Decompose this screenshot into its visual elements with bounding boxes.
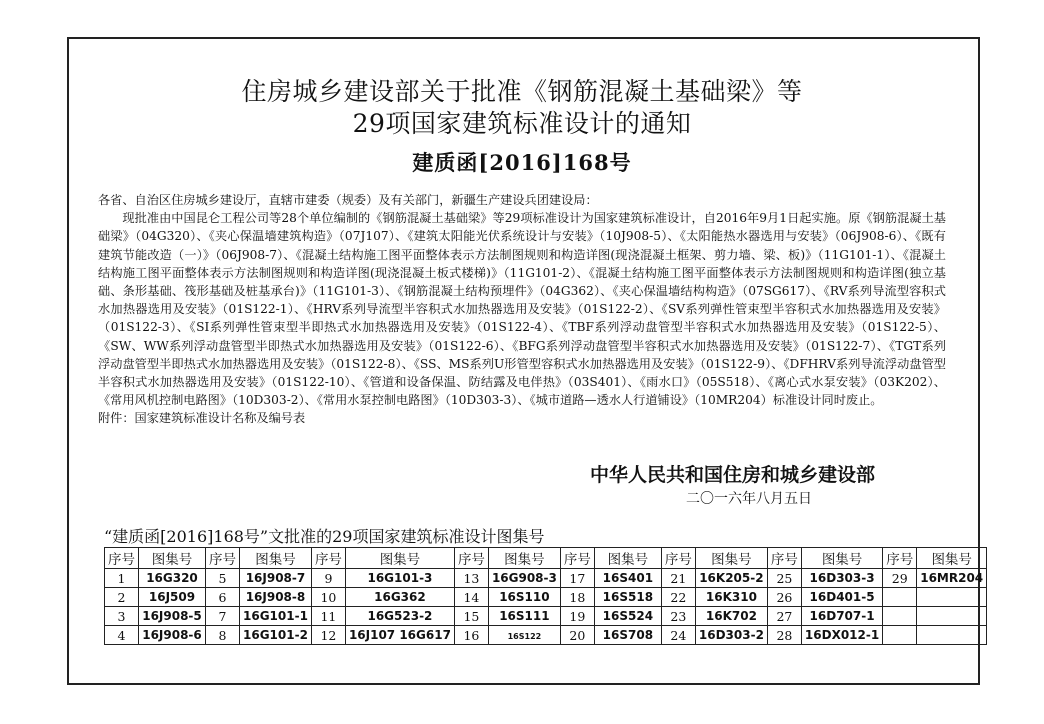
notice-paragraph: 现批准由中国昆仑工程公司等28个单位编制的《钢筋混凝土基础梁》等29项标准设计为国家建筑标准设计，自2016年9月1日起实施。原《钢筋混凝土基础梁》（04G320）、《夹心保温墙建筑构造》（07J107）、《建筑太阳能光伏系统设计与安装》（10J908-5）、《太阳能热水器选用与安装》（06J908-6）、《既有建筑节能改造（一）》（06J908-7）、《混凝土结构施工图平面整体表示方法制图规则和构造详图(现浇混凝土框架、剪力墙、梁、板)》（11G101-1）、《混凝土结构施工图平面整体表示方法制图规则和构造详图(现浇混凝土板式楼梯)》（11G101-2）、《混凝土结构施工图平面整体表示方法制图规则和构造详图(独立基础、条形基础、筏形基础及桩基承台)》（11G101-3）、《钢筋混凝土结构预埋件》（04G362）、《夹心保温墙结构构造》（07SG617）、《RV系列导流型容积式水加热器选用及安装》（01S122-1）、《HRV系列导流型半容积式水加热器选用及安装》（01S122-2）、《SV系列弹性管束型半容积式水加热器选用及安装》（01S122-3）、《SI系列弹性管束型半即热式水加热器选用及安装》（01S122-4）、《TBF系列浮动盘管型半容积式水加热器选用及安装》（01S122-5）、《SW、WW系列浮动盘管型半即热式水加热器选用及安装》（01S122-6）、《BFG系列浮动盘管型半容积式水加热器选用及安装》（01S122-7）、《TGT系列浮动盘管型半即热式水加热器选用及安装》（01S122-8）、《SS、MS系列U形管型容积式水加热器选用及安装》（01S122-9）、《DFHRV系列导流浮动盘管型半容积式水加热器选用及安装》（01S122-10）、《管道和设备保温、防结露及电伴热》（03S401）、《雨水口》（05S518）、《离心式水泵安装》（03K202）、《常用风机控制电路图》（10D303-2）、《常用水泵控制电路图》（10D303-3）、《城市道路—透水人行道铺设》（10MR204）标准设计同时废止。 — [98, 211, 946, 408]
table-row — [105, 569, 987, 588]
cell-seq: 16 — [454, 626, 488, 645]
issuer: 中华人民共和国住房和城乡建设部 — [590, 464, 876, 486]
cell-atlas-no: 16G101-3 — [345, 569, 454, 588]
cell-seq: 1 — [105, 569, 139, 588]
cell-atlas-no: 16D401-5 — [801, 588, 882, 607]
cell-atlas-no: 16S518 — [594, 588, 661, 607]
header-seq: 序号 — [206, 548, 240, 569]
cell-seq: 3 — [105, 607, 139, 626]
cell-seq: 24 — [661, 626, 695, 645]
cell-atlas-no: 16K205-2 — [695, 569, 767, 588]
header-atlas: 图集号 — [695, 548, 767, 569]
atlas-number-table — [104, 547, 987, 645]
notice-body — [98, 191, 946, 428]
table-caption: “建质函[2016]168号”文批准的29项国家建筑标准设计图集号 — [104, 527, 545, 546]
header-atlas: 图集号 — [240, 548, 312, 569]
cell-atlas-no-stacked: 16S122 — [507, 632, 542, 641]
cell-atlas-no — [917, 607, 987, 626]
cell-atlas-no: 16D707-1 — [801, 607, 882, 626]
cell-atlas-no: 16S524 — [594, 607, 661, 626]
cell-atlas-no: 16G908-3 — [488, 569, 560, 588]
cell-seq: 11 — [311, 607, 345, 626]
cell-seq: 9 — [311, 569, 345, 588]
cell-atlas-no: 16J107 16G617 — [345, 626, 454, 645]
cell-atlas-no: 16G101-1 — [240, 607, 312, 626]
cell-atlas-no — [917, 626, 987, 645]
cell-seq: 23 — [661, 607, 695, 626]
cell-seq — [883, 607, 917, 626]
header-seq: 序号 — [661, 548, 695, 569]
cell-seq: 6 — [206, 588, 240, 607]
header-seq: 序号 — [311, 548, 345, 569]
title-line-1: 住房城乡建设部关于批准《钢筋混凝土基础梁》等 — [241, 77, 803, 106]
cell-seq: 29 — [883, 569, 917, 588]
cell-atlas-no: 16G362 — [345, 588, 454, 607]
cell-seq: 4 — [105, 626, 139, 645]
header-seq: 序号 — [883, 548, 917, 569]
table-header-row — [105, 548, 987, 569]
cell-atlas-no: 16DX012-1 — [801, 626, 882, 645]
cell-seq: 14 — [454, 588, 488, 607]
cell-seq: 27 — [767, 607, 801, 626]
title-line-2: 29项国家建筑标准设计的通知 — [352, 109, 692, 138]
cell-seq: 20 — [560, 626, 594, 645]
cell-seq: 18 — [560, 588, 594, 607]
cell-seq: 2 — [105, 588, 139, 607]
cell-seq: 28 — [767, 626, 801, 645]
header-atlas: 图集号 — [917, 548, 987, 569]
cell-atlas-no: 16J908-7 — [240, 569, 312, 588]
addressee: 各省、自治区住房城乡建设厅，直辖市建委（规委）及有关部门，新疆生产建设兵团建设局： — [98, 193, 598, 207]
cell-seq: 15 — [454, 607, 488, 626]
cell-atlas-no: 16J908-6 — [139, 626, 206, 645]
cell-seq: 17 — [560, 569, 594, 588]
cell-atlas-no: 16G320 — [139, 569, 206, 588]
cell-seq: 7 — [206, 607, 240, 626]
issue-date: 二〇一六年八月五日 — [686, 491, 812, 507]
header-atlas: 图集号 — [345, 548, 454, 569]
header-seq: 序号 — [454, 548, 488, 569]
cell-seq: 5 — [206, 569, 240, 588]
cell-atlas-no: 16J509 — [139, 588, 206, 607]
cell-seq: 12 — [311, 626, 345, 645]
cell-atlas-no: 16D303-2 — [695, 626, 767, 645]
cell-seq — [883, 588, 917, 607]
attachment-line: 附件：国家建筑标准设计名称及编号表 — [98, 411, 306, 426]
header-seq: 序号 — [767, 548, 801, 569]
document-number: 建质函[2016]168号 — [412, 150, 632, 175]
cell-atlas-no: 16S111 — [488, 607, 560, 626]
cell-atlas-no: 16MR204 — [917, 569, 987, 588]
cell-atlas-no: 16S401 — [594, 569, 661, 588]
table-row — [105, 588, 987, 607]
cell-atlas-no: 16G101-2 — [240, 626, 312, 645]
table-row — [105, 607, 987, 626]
cell-seq: 8 — [206, 626, 240, 645]
header-atlas: 图集号 — [488, 548, 560, 569]
cell-atlas-no: 16K702 — [695, 607, 767, 626]
cell-seq — [883, 626, 917, 645]
header-atlas: 图集号 — [594, 548, 661, 569]
cell-seq: 26 — [767, 588, 801, 607]
header-atlas: 图集号 — [801, 548, 882, 569]
cell-atlas-no: 16J908-5 — [139, 607, 206, 626]
cell-seq: 10 — [311, 588, 345, 607]
table-row — [105, 626, 987, 645]
cell-seq: 25 — [767, 569, 801, 588]
cell-seq: 21 — [661, 569, 695, 588]
cell-atlas-no: 16S708 — [594, 626, 661, 645]
cell-atlas-no: 16K310 — [695, 588, 767, 607]
header-seq: 序号 — [560, 548, 594, 569]
cell-atlas-no: 16J908-8 — [240, 588, 312, 607]
header-atlas: 图集号 — [139, 548, 206, 569]
cell-seq: 19 — [560, 607, 594, 626]
cell-atlas-no — [488, 626, 560, 645]
cell-seq: 22 — [661, 588, 695, 607]
cell-atlas-no: 16D303-3 — [801, 569, 882, 588]
header-seq: 序号 — [105, 548, 139, 569]
cell-seq: 13 — [454, 569, 488, 588]
cell-atlas-no: 16G523-2 — [345, 607, 454, 626]
cell-atlas-no — [917, 588, 987, 607]
cell-atlas-no: 16S110 — [488, 588, 560, 607]
